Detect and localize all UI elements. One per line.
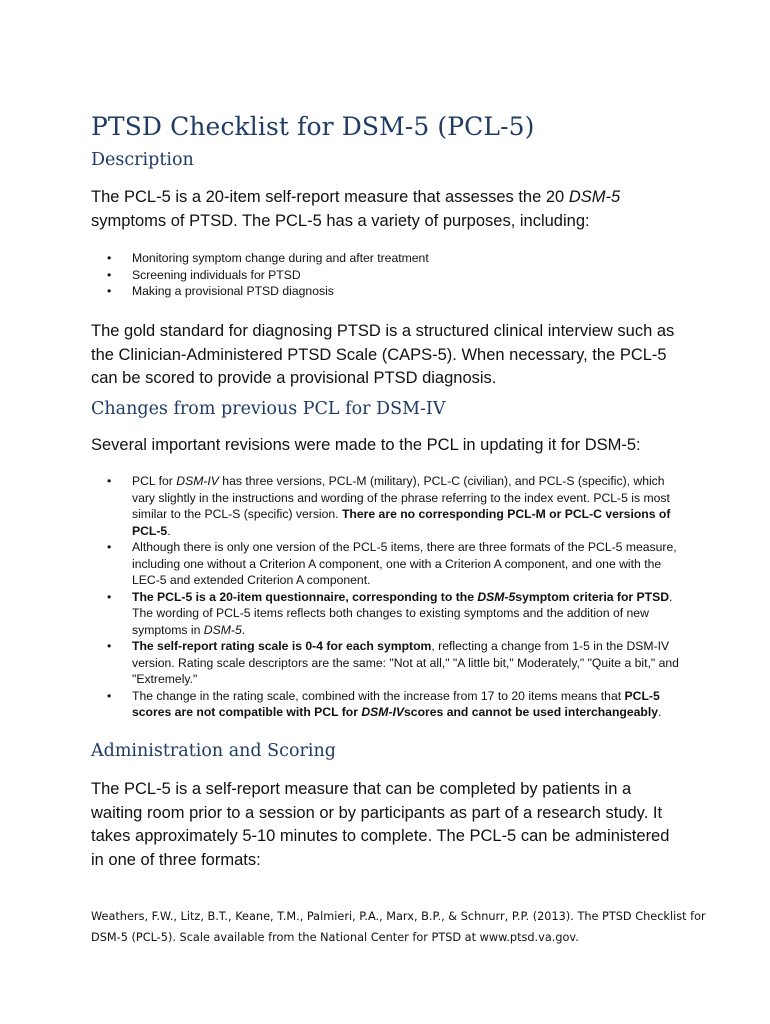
description-intro: [91, 186, 691, 233]
administration-body: The PCL-5 is a self-report measure that can be completed by patients in a waiting room prior to a session or by participants as part of a research study. It takes approximately 5-10 minutes to complete. The PCL-5 can be administered in one of three formats:: [91, 780, 670, 869]
list-item: [91, 589, 681, 639]
changes-list: [91, 473, 681, 721]
change-4-text: , reflecting a change from 1-5 in the DSM-IV version. Rating scale descriptors are the same: "Not at all," "A little bit," Moderately," "Quite a bit," and "Extremely.": [132, 639, 679, 686]
intro-text-a: The PCL-5 is a 20-item self-report measure that assesses the 20: [91, 188, 569, 206]
change-4-bold: The self-report rating scale is 0-4 for each symptom: [132, 639, 432, 653]
change-5-bold-em: DSM-IV: [361, 705, 405, 719]
bullet-icon: •: [107, 267, 112, 282]
change-1-em: DSM-IV: [176, 474, 219, 488]
list-item: [91, 688, 681, 721]
changes-intro: Several important revisions were made to the PCL in updating it for DSM-5:: [91, 436, 641, 454]
change-5-bold-2: scores and cannot be used interchangeably: [404, 705, 658, 719]
gold-standard-paragraph: The gold standard for diagnosing PTSD is a structured clinical interview such as the Clinician-Administered PTSD Scale (CAPS-5). When necessary, the PCL-5 can be scored to provide a provisional PTSD diagnosis.: [91, 322, 675, 387]
change-3-text: . The wording of PCL-5 items reflects both changes to existing symptoms and the addition of new symptoms in: [132, 589, 673, 637]
change-5-end: .: [658, 705, 662, 719]
change-5-text: The change in the rating scale, combined with the increase from 17 to 20 items means that: [132, 688, 625, 703]
list-item: [91, 267, 681, 284]
intro-text-em: DSM-5: [568, 188, 621, 206]
change-3-bold-em: DSM-5: [477, 589, 516, 604]
bullet-icon: •: [107, 688, 112, 703]
list-item: [91, 539, 681, 589]
change-1-bold: There are no corresponding PCL-M or PCL-C versions of PCL-5: [132, 507, 671, 538]
change-1-end: .: [167, 523, 171, 538]
purpose-text: Screening individuals for PTSD: [132, 267, 301, 282]
change-1-text-b: has three versions, PCL-M (military), PCL-C (civilian), and PCL-S (specific), which vary slightly in the instructions and wording of the phrase referring to the index event. PCL-5 is most similar to the PCL-S (specific) version.: [132, 474, 670, 521]
change-2-text: Although there is only one version of the PCL-5 items, there are three formats of the PCL-5 measure, including one without a Criterion A component, one with a Criterion A component, and one with the LEC-5 and extended Criterion A component.: [132, 540, 677, 587]
page-title: PTSD Checklist for DSM-5 (PCL-5): [91, 112, 535, 141]
bullet-icon: •: [107, 540, 112, 554]
bullet-icon: •: [107, 251, 112, 265]
intro-text-b: symptoms of PTSD. The PCL-5 has a variety of purposes, including:: [91, 211, 590, 230]
bullet-icon: •: [107, 639, 112, 653]
list-item: [91, 473, 681, 539]
list-item: [91, 250, 681, 267]
list-item: [91, 283, 681, 300]
administration-heading: Administration and Scoring: [91, 741, 336, 761]
purposes-list: [91, 250, 681, 300]
change-5-bold: PCL-5 scores are not compatible with PCL for: [132, 688, 660, 719]
change-3-bold-2: symptom criteria for PTSD: [515, 589, 670, 604]
bullet-icon: •: [107, 284, 112, 298]
purpose-text: Monitoring symptom change during and after treatment: [132, 251, 429, 265]
list-item: [91, 638, 681, 688]
change-1-text-a: PCL for: [132, 474, 177, 488]
purpose-text: Making a provisional PTSD diagnosis: [132, 284, 334, 298]
change-3-em: DSM-5: [203, 622, 242, 637]
change-3-bold: The PCL-5 is a 20-item questionnaire, corresponding to the: [132, 589, 478, 604]
bullet-icon: •: [107, 589, 112, 604]
bullet-icon: •: [107, 474, 112, 488]
changes-heading: Changes from previous PCL for DSM-IV: [91, 399, 446, 419]
citation: Weathers, F.W., Litz, B.T., Keane, T.M., Palmieri, P.A., Marx, B.P., & Schnurr, P.P. (2013). The PTSD Checklist for DSM-5 (PCL-5). Scale available from the National Center for PTSD at www.ptsd.va.gov.: [91, 910, 706, 944]
description-heading: Description: [91, 150, 194, 170]
change-3-end: .: [241, 622, 246, 637]
